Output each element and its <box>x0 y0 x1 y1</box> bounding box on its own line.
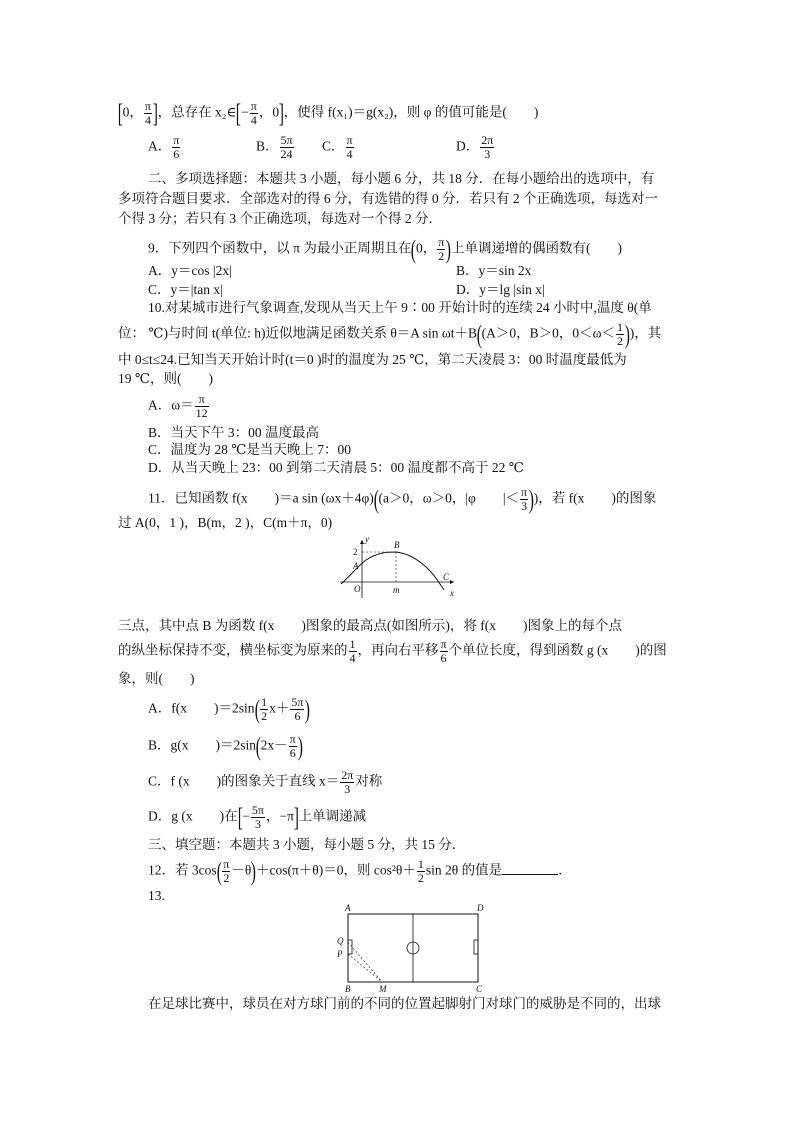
line-pm <box>348 954 382 982</box>
label-b: B <box>394 540 400 550</box>
q12-stem: 12．若 3cos( $\frac{\pi}{2}$ －θ)＋cos(π＋θ)＝0，则 cos²θ＋ $\frac{1}{2}$ sin 2θ 的值是 ． <box>148 856 572 886</box>
q8-stem-tail: [0， $\frac{\pi}{4}$ ]，总存在 x₂∈[− $\frac{\pi}{4}$ ，0]，使得 f(x₁)＝g(x₂)，则 φ 的值可能是( ) <box>117 98 539 128</box>
label-m: M <box>379 984 387 992</box>
q11-line-4: 的纵坐标保持不变，横坐标变为原来的 $\frac{1}{4}$ ，再向右平移 $\frac{\pi}{6}$ 个单位长度，得到函数 g (x )的图 <box>118 637 667 665</box>
label-c: C <box>476 984 483 992</box>
q10-option-b[interactable]: B．当天下午 3：00 温度最高 <box>148 425 320 440</box>
label-2: 2 <box>353 547 358 557</box>
q8-option-a[interactable]: A． $\frac{\pi}{6}$ <box>148 133 180 161</box>
q9-option-d[interactable]: D．y＝lg |sin x| <box>456 282 545 297</box>
q10-line-2: 位： ℃)与时间 t(单位: h)近似地满足函数关系 θ＝A sin ωt＋B((A＞0，B＞0，0＜ω＜ $\frac{1}{2}$ ))，其 <box>118 319 662 349</box>
q9-option-b[interactable]: B．y＝sin 2x <box>456 263 532 278</box>
q9-option-c[interactable]: C．y＝|tan x| <box>148 282 223 297</box>
label-m: m <box>393 585 400 595</box>
label-q: Q <box>337 936 344 946</box>
q11-graph <box>336 536 460 602</box>
answer-blank[interactable] <box>502 874 558 875</box>
section2-heading-3: 个得 3 分；若只有 3 个正确选项，每选对一个得 2 分． <box>118 211 442 226</box>
x-axis-arrow <box>450 580 454 584</box>
label-p: P <box>337 949 343 959</box>
q11-option-a[interactable]: A．f(x )＝2sin( $\frac{1}{2}$ x＋ $\frac{5\pi}{6}$ ) <box>148 694 311 724</box>
q9-stem: 9．下列四个函数中，以 π 为最小正周期且在(0， $\frac{\pi}{2}$ )上单调递增的偶函数有( ) <box>148 234 622 264</box>
q10-option-a[interactable]: A．ω＝ $\frac{\pi}{12}$ <box>148 392 208 420</box>
section3-heading: 三、填空题：本题共 3 小题，每小题 5 分，共 15 分． <box>148 837 466 852</box>
label-x: x <box>450 588 454 598</box>
right-goal <box>474 940 478 954</box>
section2-heading-2: 多项符合题目要求．全部选对的得 6 分，有选错的得 0 分．若只有 2 个正确选项，每选对一 <box>118 191 658 206</box>
q13-number: 13. <box>148 888 165 903</box>
q13-soccer-field <box>336 902 488 992</box>
q8-option-c[interactable]: C． $\frac{\pi}{4}$ <box>322 133 353 161</box>
interval-bracket: [ <box>117 98 123 128</box>
label-a: A <box>353 561 359 571</box>
q11-line-2: 过 A(0，1 )，B(m，2 )，C(m＋π，0) <box>118 515 333 530</box>
q10-option-d[interactable]: D．从当天晚上 23：00 到第二天清晨 5：00 温度都不高于 22 ℃ <box>148 460 524 475</box>
label-o: O <box>354 584 361 594</box>
q11-option-d[interactable]: D．g (x )在[− $\frac{5\pi}{3}$ ，−π]上单调递减 <box>148 802 367 832</box>
q8-option-b[interactable]: B． $\frac{5\pi}{24}$ <box>256 133 293 161</box>
q9-option-a[interactable]: A．y＝cos |2x| <box>148 263 232 278</box>
q11-line-1: 11．已知函数 f(x )＝a sin (ωx＋4φ)((a＞0，ω＞0，|φ |＜ $\frac{\pi}{3}$ ))，若 f(x )的图象 <box>148 484 657 514</box>
q11-option-c[interactable]: C．f (x )的图象关于直线 x＝ $\frac{2\pi}{3}$ 对称 <box>148 768 383 796</box>
fraction: $\frac{\pi}{4}$ <box>144 99 151 127</box>
label-d: D <box>477 903 484 913</box>
left-goal <box>348 940 352 954</box>
q11-option-b[interactable]: B．g(x )＝2sin(2x－ $\frac{\pi}{6}$ ) <box>148 731 303 761</box>
section2-heading-1: 二、多项选择题：本题共 3 小题，每小题 6 分，共 18 分．在每小题给出的选项中，有 <box>148 171 655 186</box>
label-a: A <box>345 903 351 913</box>
y-axis-arrow <box>360 540 364 544</box>
q8-option-d[interactable]: D． $\frac{2\pi}{3}$ <box>456 133 494 161</box>
q10-option-c[interactable]: C．温度为 28 ℃是当天晚上 7：00 <box>148 442 351 457</box>
label-c: C <box>443 572 450 582</box>
line-qm <box>348 942 382 982</box>
q11-line-5: 象，则( ) <box>118 671 195 686</box>
q10-line-4: 19 ℃，则( ) <box>118 371 213 386</box>
q11-line-3: 三点，其中点 B 为函数 f(x )图象的最高点(如图所示)，将 f(x )图象上的每个点 <box>118 618 622 633</box>
label-b: B <box>345 984 351 992</box>
q10-line-1: 10.对某城市进行气象调查,发现从当天上午 9∶00 开始计时的连续 24 小时中,温度 θ(单 <box>148 300 652 315</box>
q10-line-3: 中 0≤t≤24.已知当天开始计时(t＝0 )时的温度为 25 ℃，第二天凌晨 3：00 时温度最低为 <box>118 352 627 367</box>
q13-line-1: 在足球比赛中，球员在对方球门前的不同的位置起脚射门对球门的威胁是不同的，出球 <box>148 996 661 1011</box>
label-y: y <box>365 536 369 544</box>
